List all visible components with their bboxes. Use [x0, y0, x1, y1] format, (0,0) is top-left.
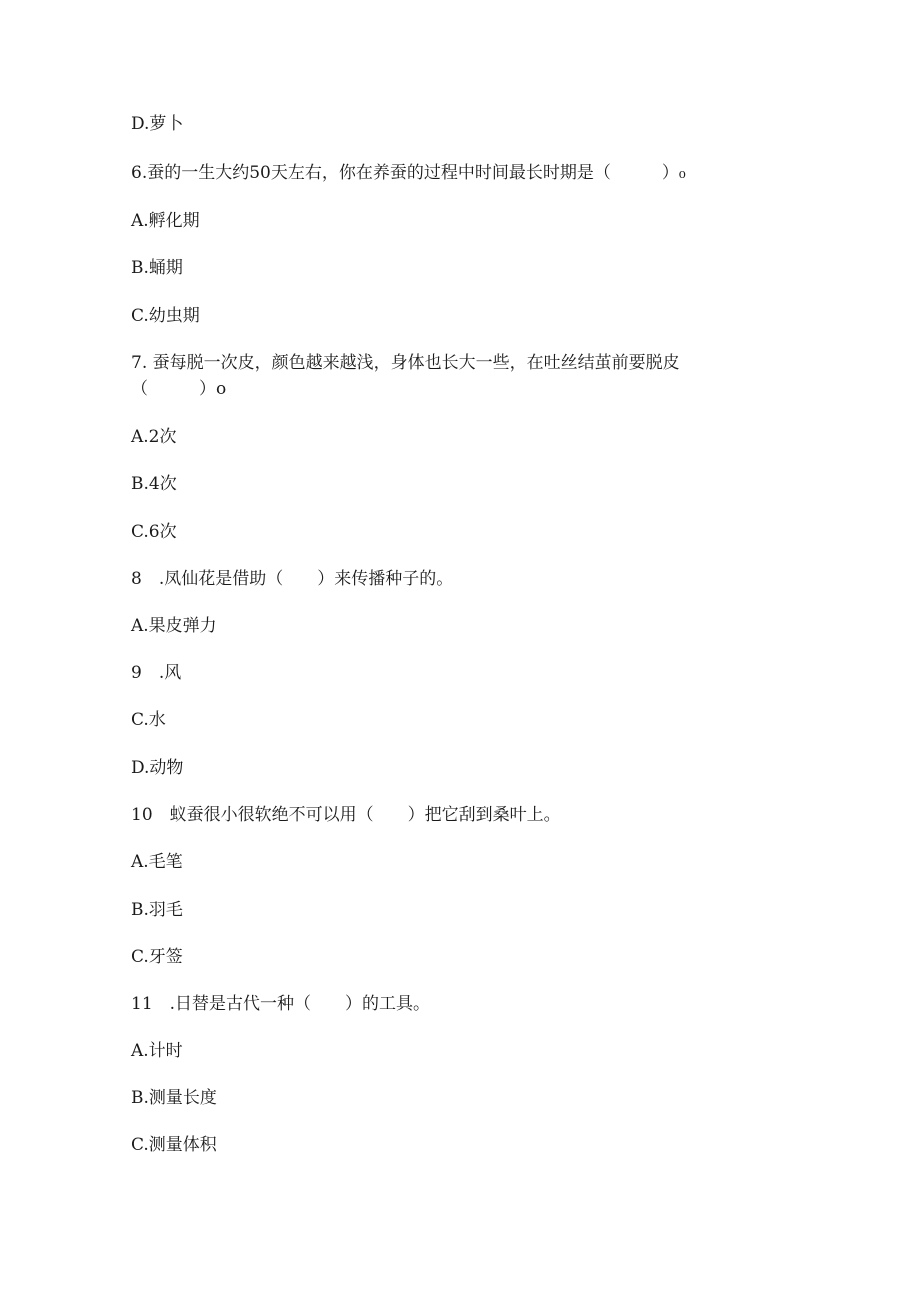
question-6: 6.蚕的一生大约50天左右，你在养蚕的过程中时间最长时期是（ ）₀ [131, 163, 686, 183]
option-6c: C.幼虫期 [131, 306, 200, 326]
option-8b: 9 .风 [131, 663, 182, 683]
question-10: 10 蚁蚕很小很软绝不可以用（ ）把它刮到桑叶上。 [131, 805, 561, 825]
option-11b: B.测量长度 [131, 1088, 217, 1108]
option-10a: A.毛笔 [131, 852, 183, 872]
option-7a: A.2次 [131, 427, 177, 447]
question-7-continued: （ ）o [131, 379, 227, 399]
option-10c: C.牙签 [131, 947, 183, 967]
option-8a: A.果皮弹力 [131, 616, 217, 636]
option-10b: B.羽毛 [131, 900, 183, 920]
question-7: 7. 蚕每脱一次皮，颜色越来越浅，身体也长大一些，在吐丝结茧前要脱皮 [131, 353, 680, 373]
option-6b: B.蛹期 [131, 258, 183, 278]
option-11a: A.计时 [131, 1041, 183, 1061]
option-11c: C.测量体积 [131, 1135, 217, 1155]
question-11: 11 .日替是古代一种（ ）的工具。 [131, 994, 431, 1014]
option-7b: B.4次 [131, 474, 177, 494]
question-8: 8 .凤仙花是借助（ ）来传播种子的。 [131, 569, 454, 589]
option-8c: C.水 [131, 710, 166, 730]
option-5d: D.萝卜 [131, 114, 184, 134]
option-7c: C.6次 [131, 522, 177, 542]
option-8d: D.动物 [131, 758, 184, 778]
option-6a: A.孵化期 [131, 211, 200, 231]
